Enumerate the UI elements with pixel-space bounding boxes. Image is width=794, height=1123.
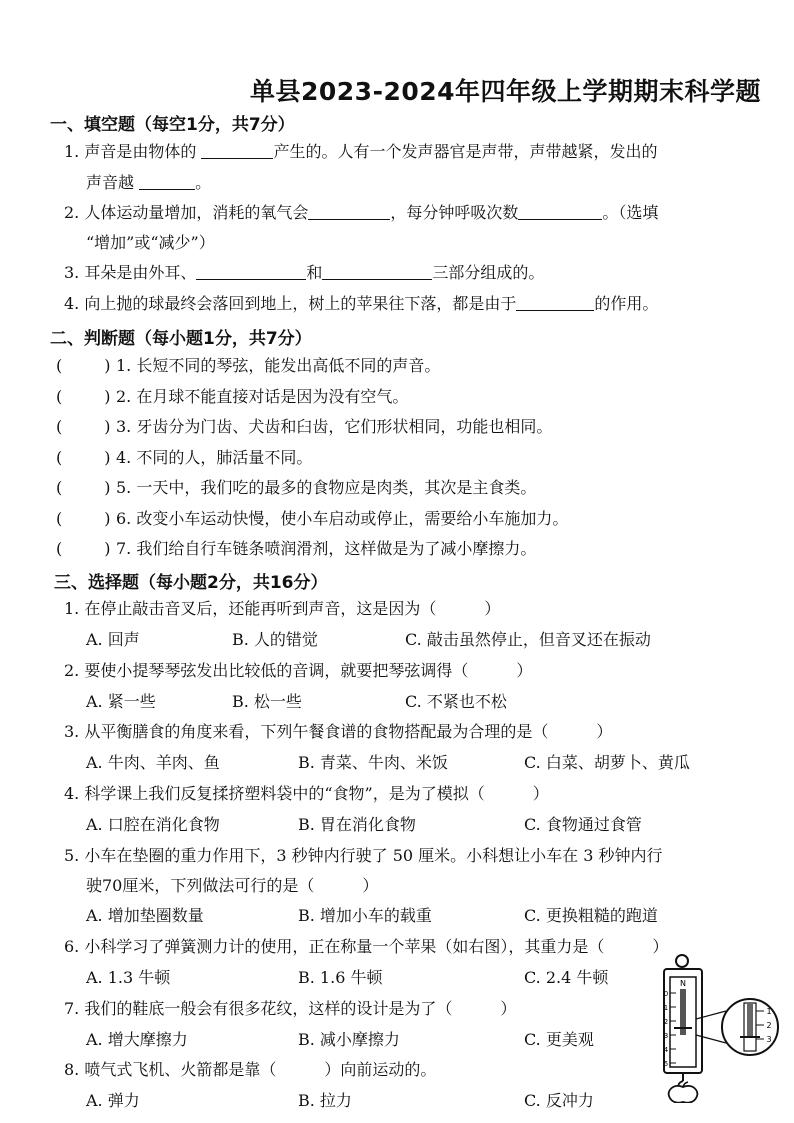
scale-tick-label: 5 <box>663 1060 669 1068</box>
choice-q2: 2. 要使小提琴琴弦发出比较低的音调，就要把琴弦调得（ ） <box>64 661 533 680</box>
spring-scale-figure <box>656 953 780 1103</box>
paren-close: ) <box>104 386 111 406</box>
choice-q1-option-b: B. 人的错觉 <box>232 630 318 649</box>
judge-item <box>56 539 536 559</box>
answer-paren[interactable] <box>56 387 116 407</box>
scale-tick-label: 3 <box>663 1032 669 1040</box>
judge-item <box>56 478 536 498</box>
paren-open: ( <box>56 478 63 497</box>
choice-q2-option-b: B. 松一些 <box>232 692 302 711</box>
answer-paren[interactable] <box>56 539 116 559</box>
judge-item-text: 7. 我们给自行车链条喷润滑剂，这样做是为了减小摩擦力。 <box>116 539 537 558</box>
zoom-tick-label: 3 <box>766 1035 772 1044</box>
choice-q1: 1. 在停止敲击音叉后，还能再听到声音，这是因为（ ） <box>64 599 501 618</box>
answer-paren[interactable] <box>56 417 116 437</box>
paren-open: ( <box>56 417 63 436</box>
choice-q6-option-a: A. 1.3 牛顿 <box>86 968 171 987</box>
choice-q5-option-c: C. 更换粗糙的跑道 <box>524 906 658 925</box>
choice-q1-option-c: C. 敲击虽然停止，但音叉还在振动 <box>405 630 651 649</box>
choice-q5-line2: 驶70厘米，下列做法可行的是（ ） <box>86 876 379 895</box>
choice-q7: 7. 我们的鞋底一般会有很多花纹，这样的设计是为了（ ） <box>64 999 517 1018</box>
choice-q8: 8. 喷气式飞机、火箭都是靠（ ）向前运动的。 <box>64 1060 437 1079</box>
paren-open: ( <box>56 356 63 375</box>
answer-paren[interactable] <box>56 478 116 498</box>
apple-icon <box>669 1082 698 1103</box>
exam-title: 单县2023-2024年四年级上学期期末科学题 <box>250 77 762 106</box>
paren-close: ) <box>104 417 111 436</box>
choice-q4-option-a: A. 口腔在消化食物 <box>86 815 220 834</box>
judge-item <box>56 387 408 407</box>
choice-q8-option-b: B. 拉力 <box>298 1091 352 1110</box>
paren-close: ) <box>104 356 111 375</box>
paren-close: ) <box>104 508 111 528</box>
choice-q2-option-c: C. 不紧也不松 <box>405 692 507 711</box>
choice-q7-option-b: B. 减小摩擦力 <box>298 1030 400 1049</box>
choice-q7-option-a: A. 增大摩擦力 <box>86 1030 188 1049</box>
zoom-tick-label: 1 <box>766 1007 772 1016</box>
paren-open: ( <box>56 447 63 467</box>
choice-q5-line1: 5. 小车在垫圈的重力作用下，3 秒钟内行驶了 50 厘米。小科想让小车在 3 秒钟内行 <box>64 846 663 865</box>
paren-close: ) <box>104 447 111 467</box>
choice-q7-option-c: C. 更美观 <box>524 1030 594 1049</box>
choice-q3-option-b: B. 青菜、牛肉、米饭 <box>298 753 448 772</box>
judge-item <box>56 417 552 437</box>
paren-open: ( <box>56 508 63 528</box>
answer-paren[interactable] <box>56 448 116 468</box>
answer-paren[interactable] <box>56 509 116 529</box>
choice-q8-option-c: C. 反冲力 <box>524 1091 594 1110</box>
answer-paren[interactable] <box>56 356 116 376</box>
scale-tick-label: 1 <box>663 1004 669 1012</box>
judge-item-text: 4. 不同的人，肺活量不同。 <box>116 447 313 467</box>
fill-q2-line2: “增加”或“减少”） <box>86 233 215 252</box>
judge-item <box>56 509 568 529</box>
choice-q3: 3. 从平衡膳食的角度来看，下列午餐食谱的食物搭配最为合理的是（ ） <box>64 722 613 741</box>
judge-item <box>56 448 312 468</box>
choice-q3-option-a: A. 牛肉、羊肉、鱼 <box>86 753 220 772</box>
choice-q5-option-a: A. 增加垫圈数量 <box>86 906 204 925</box>
scale-tick-label: 2 <box>663 1018 669 1026</box>
fill-q1-line1: 1. 声音是由物体的 产生的。人有一个发声器官是声带，声带越紧，发出的 <box>64 142 658 161</box>
choice-q3-option-c: C. 白菜、胡萝卜、黄瓜 <box>524 753 690 772</box>
section-judge-heading: 二、判断题（每小题1分，共7分） <box>50 329 312 349</box>
section-fill-blank-heading: 一、填空题（每空1分，共7分） <box>50 115 295 135</box>
paren-open: ( <box>56 386 63 406</box>
fill-q2-line1: 2. 人体运动量增加，消耗的氧气会 ，每分钟呼吸次数 。（选填 <box>64 203 659 222</box>
judge-item-text: 5. 一天中，我们吃的最多的食物应是肉类，其次是主食类。 <box>116 478 537 497</box>
choice-q4: 4. 科学课上我们反复揉挤塑料袋中的“食物”，是为了模拟（ ） <box>64 784 549 803</box>
fill-q4: 4. 向上抛的球最终会落回到地上，树上的苹果往下落，都是由于 的作用。 <box>64 294 659 313</box>
choice-q6: 6. 小科学习了弹簧测力计的使用，正在称量一个苹果（如右图），其重力是（ ） <box>64 937 669 956</box>
zoom-tick-label: 2 <box>766 1021 772 1030</box>
scale-tick-label: 4 <box>663 1046 669 1054</box>
scale-tick-label: 0 <box>663 990 669 998</box>
judge-item-text: 1. 长短不同的琴弦，能发出高低不同的声音。 <box>116 356 441 375</box>
scale-ring-icon <box>676 955 688 967</box>
choice-q4-option-c: C. 食物通过食管 <box>524 815 642 834</box>
choice-q4-option-b: B. 胃在消化食物 <box>298 815 416 834</box>
choice-q5-option-b: B. 增加小车的载重 <box>298 906 432 925</box>
judge-item <box>56 356 440 376</box>
choice-q8-option-a: A. 弹力 <box>86 1091 140 1110</box>
section-choice-heading: 三、选择题（每小题2分，共16分） <box>54 573 328 593</box>
choice-q6-option-c: C. 2.4 牛顿 <box>524 968 609 987</box>
paren-close: ) <box>104 478 111 497</box>
fill-q3: 3. 耳朵是由外耳、 和 三部分组成的。 <box>64 263 545 282</box>
choice-q1-option-a: A. 回声 <box>86 630 140 649</box>
judge-item-text: 2. 在月球不能直接对话是因为没有空气。 <box>116 386 409 406</box>
choice-q6-option-b: B. 1.6 牛顿 <box>298 968 383 987</box>
choice-q2-option-a: A. 紧一些 <box>86 692 156 711</box>
judge-item-text: 3. 牙齿分为门齿、犬齿和臼齿，它们形状相同，功能也相同。 <box>116 417 553 436</box>
paren-open: ( <box>56 539 63 558</box>
judge-item-text: 6. 改变小车运动快慢，使小车启动或停止，需要给小车施加力。 <box>116 508 569 528</box>
fill-q1-line2: 声音越 。 <box>86 173 212 192</box>
paren-close: ) <box>104 539 111 558</box>
scale-unit-label: N <box>680 979 686 988</box>
